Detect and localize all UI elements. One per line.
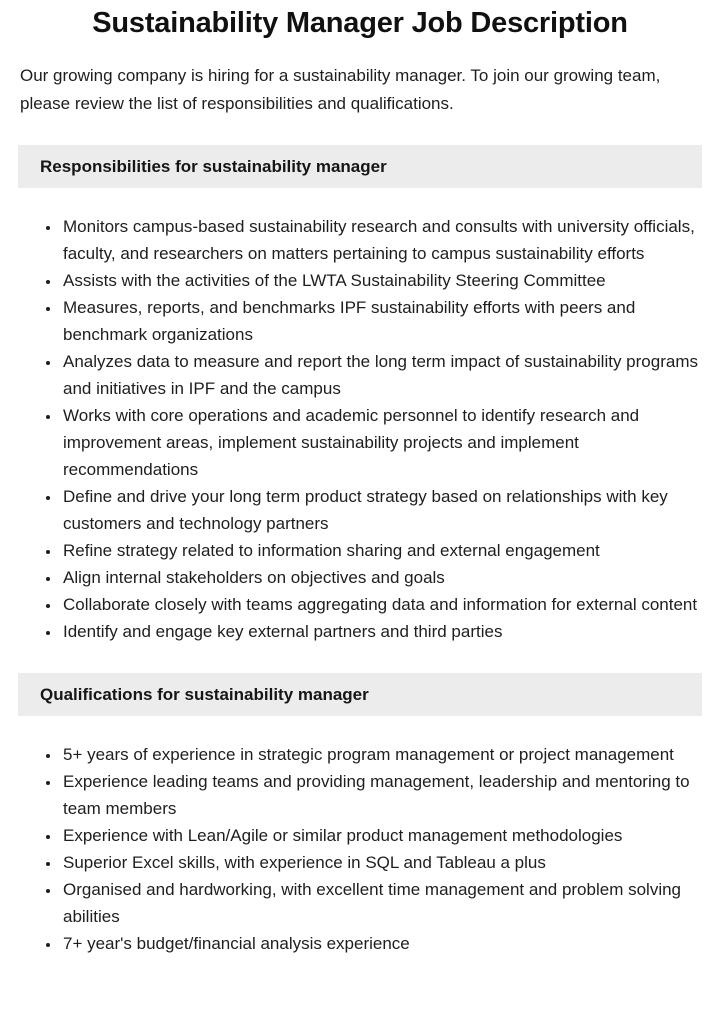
list-item: • 5+ years of experience in strategic program management or project management <box>61 741 700 768</box>
section-heading-qualifications: Qualifications for sustainability manager <box>18 673 702 716</box>
list-item: • Works with core operations and academic personnel to identify research and improvement areas, implement sustainability projects and implement recommendations <box>61 402 700 483</box>
page-title: Sustainability Manager Job Description <box>92 7 628 39</box>
section-heading-responsibilities: Responsibilities for sustainability manager <box>18 145 702 188</box>
list-item: • 7+ year's budget/financial analysis experience <box>61 930 700 957</box>
list-item: • Align internal stakeholders on objectives and goals <box>61 564 700 591</box>
list-item: • Superior Excel skills, with experience in SQL and Tableau a plus <box>61 849 700 876</box>
list-item: • Collaborate closely with teams aggregating data and information for external content <box>61 591 700 618</box>
list-item: • Experience with Lean/Agile or similar product management methodologies <box>61 822 700 849</box>
intro-paragraph: Our growing company is hiring for a sustainability manager. To join our growing team, please review the list of responsibilities and qualifications. <box>20 66 661 113</box>
qualifications-list <box>20 741 700 957</box>
list-item: • Monitors campus-based sustainability research and consults with university officials, faculty, and researchers on matters pertaining to campus sustainability efforts <box>61 213 700 267</box>
list-item: • Experience leading teams and providing management, leadership and mentoring to team members <box>61 768 700 822</box>
responsibilities-list <box>20 213 700 645</box>
list-item: • Measures, reports, and benchmarks IPF sustainability efforts with peers and benchmark organizations <box>61 294 700 348</box>
list-item: • Refine strategy related to information sharing and external engagement <box>61 537 700 564</box>
list-item: • Analyzes data to measure and report the long term impact of sustainability programs and initiatives in IPF and the campus <box>61 348 700 402</box>
list-item: • Define and drive your long term product strategy based on relationships with key customers and technology partners <box>61 483 700 537</box>
list-item: • Organised and hardworking, with excellent time management and problem solving abilities <box>61 876 700 930</box>
list-item: • Identify and engage key external partners and third parties <box>61 618 700 645</box>
list-item: • Assists with the activities of the LWTA Sustainability Steering Committee <box>61 267 700 294</box>
